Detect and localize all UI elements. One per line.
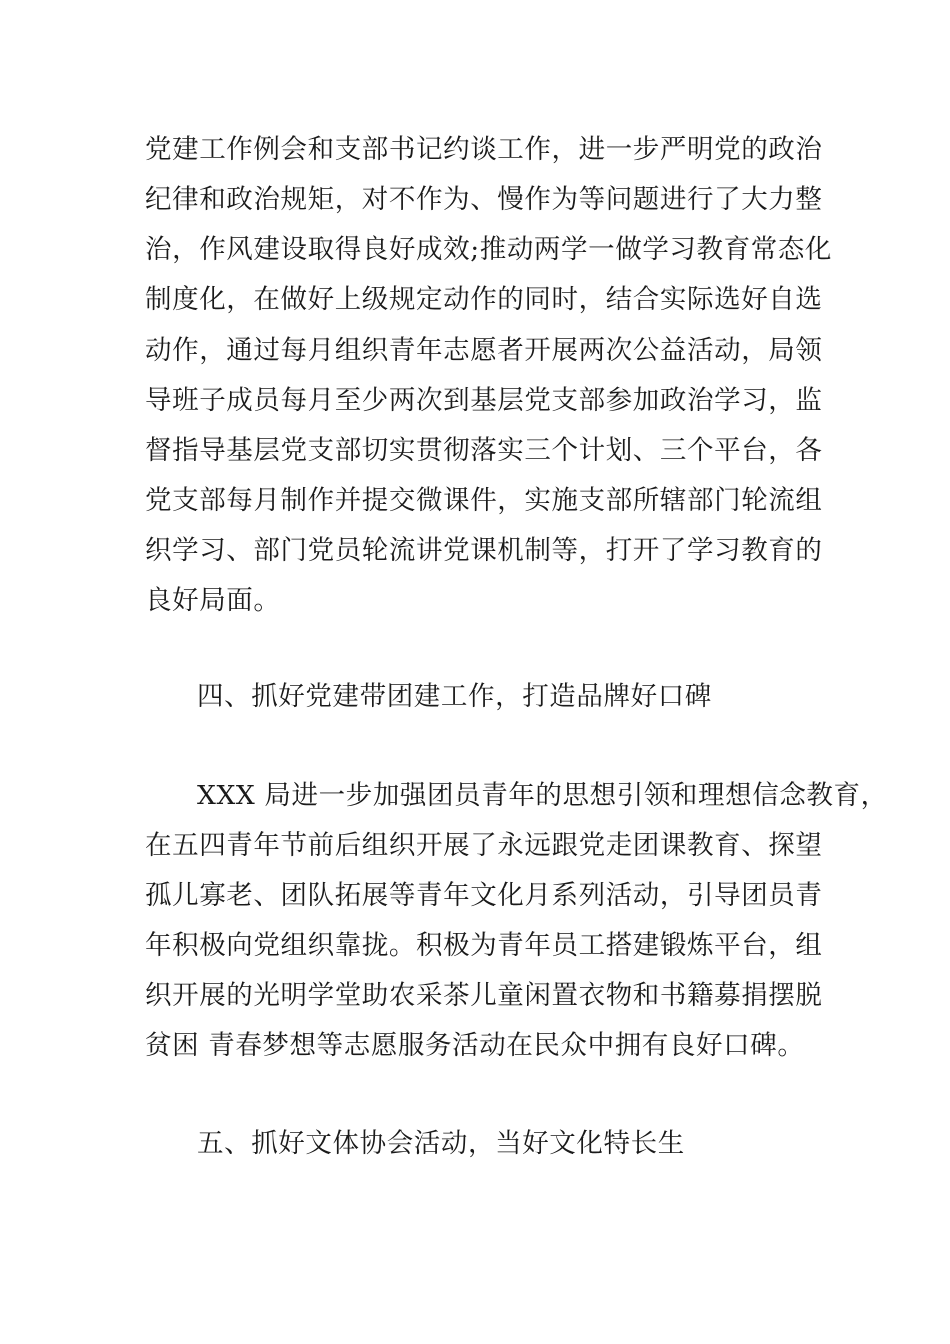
paragraph-2-line-4: 年积极向党组织靠拢。积极为青年员工搭建锻炼平台，组 (145, 930, 823, 961)
paragraph-1-line-7: 督指导基层党支部切实贯彻落实三个计划、三个平台，各 (145, 435, 823, 466)
paragraph-1-line-3: 治，作风建设取得良好成效;推动两学一做学习教育常态化 (145, 234, 833, 265)
paragraph-1-line-6: 导班子成员每月至少两次到基层党支部参加政治学习，监 (145, 385, 823, 416)
paragraph-2-line-5: 织开展的光明学堂助农采茶儿童闲置衣物和书籍募捐摆脱 (145, 980, 823, 1011)
paragraph-1-line-4: 制度化，在做好上级规定动作的同时，结合实际选好自选 (145, 284, 823, 315)
paragraph-1-line-10: 良好局面。 (145, 585, 281, 616)
paragraph-2-line-6: 贫困 青春梦想等志愿服务活动在民众中拥有良好口碑。 (145, 1030, 805, 1061)
section-heading-4: 四、抓好党建带团建工作，打造品牌好口碑 (197, 681, 712, 712)
paragraph-1-line-5: 动作，通过每月组织青年志愿者开展两次公益活动，局领 (145, 335, 823, 366)
paragraph-1-line-9: 织学习、部门党员轮流讲党课机制等，打开了学习教育的 (145, 535, 823, 566)
section-heading-5: 五、抓好文体协会活动，当好文化特长生 (197, 1128, 685, 1159)
paragraph-1-line-1: 党建工作例会和支部书记约谈工作，进一步严明党的政治 (145, 134, 823, 165)
paragraph-1-line-8: 党支部每月制作并提交微课件，实施支部所辖部门轮流组 (145, 485, 823, 516)
paragraph-2-line-2: 在五四青年节前后组织开展了永远跟党走团课教育、探望 (145, 830, 823, 861)
paragraph-1-line-2: 纪律和政治规矩，对不作为、慢作为等问题进行了大力整 (145, 184, 823, 215)
paragraph-2-line-3: 孤儿寡老、团队拓展等青年文化月系列活动，引导团员青 (145, 880, 823, 911)
paragraph-2-line-1: XXX 局进一步加强团员青年的思想引领和理想信念教育， (197, 780, 888, 811)
